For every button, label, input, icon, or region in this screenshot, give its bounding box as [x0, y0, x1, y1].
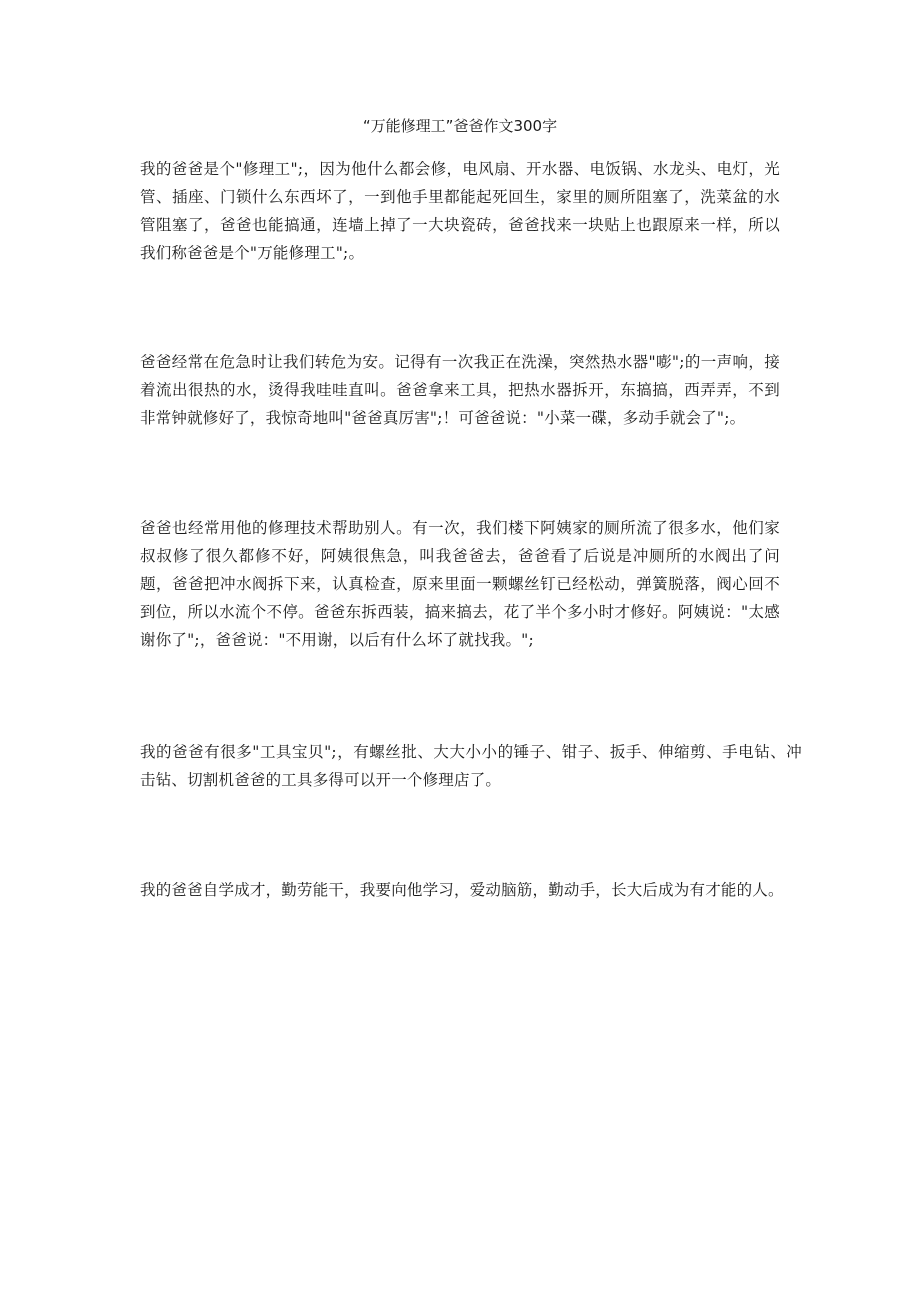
paragraph-1: 我的爸爸是个"修理工";，因为他什么都会修，电风扇、开水器、电饭锅、水龙头、电灯，光管、插座、门锁什么东西坏了，一到他手里都能起死回生，家里的厕所阻塞了，洗菜盆的水管阻塞了，爸爸也能搞通，连墙上掉了一大块瓷砖，爸爸找来一块贴上也跟原来一样，所以我们称爸爸是个"万能修理工";。	[140, 160, 780, 262]
paragraph-4: 我的爸爸有很多"工具宝贝";，有螺丝批、大大小小的锤子、钳子、扳手、伸缩剪、手电钻、冲击钻、切割机爸爸的工具多得可以开一个修理店了。	[140, 743, 802, 789]
paragraph-3: 爸爸也经常用他的修理技术帮助别人。有一次，我们楼下阿姨家的厕所流了很多水，他们家叔叔修了很久都修不好，阿姨很焦急，叫我爸爸去，爸爸看了后说是冲厕所的水阀出了问题，爸爸把冲水阀拆下来，认真检查，原来里面一颗螺丝钉已经松动，弹簧脱落，阀心回不到位，所以水流个不停。爸爸东拆西装，搞来搞去，花了半个多小时才修好。阿姨说："太感谢你了";，爸爸说："不用谢，以后有什么坏了就找我。";	[140, 519, 780, 649]
paragraph-2: 爸爸经常在危急时让我们转危为安。记得有一次我正在洗澡，突然热水器"嘭";的一声响，接着流出很热的水，烫得我哇哇直叫。爸爸拿来工具，把热水器拆开，东搞搞，西弄弄，不到非常钟就修好了，我惊奇地叫"爸爸真厉害";！可爸爸说："小菜一碟，多动手就会了";。	[140, 353, 780, 427]
paragraph-5: 我的爸爸自学成才，勤劳能干，我要向他学习，爱动脑筋，勤动手，长大后成为有才能的人。	[140, 881, 784, 899]
document-title: “万能修理工”爸爸作文300字	[362, 117, 558, 135]
